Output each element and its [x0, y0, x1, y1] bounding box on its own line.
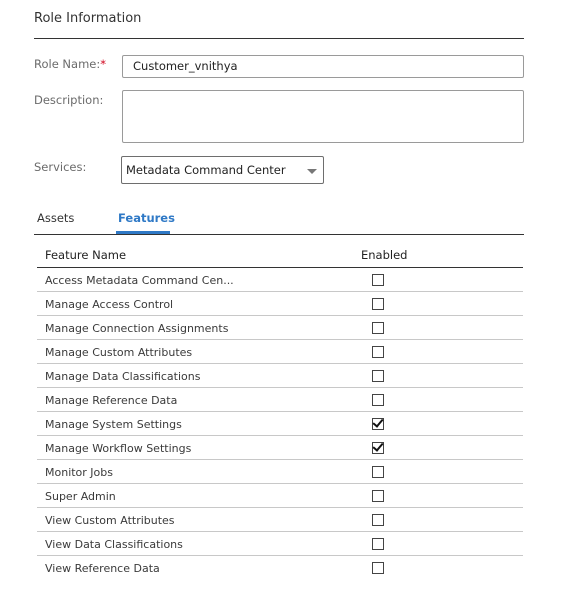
enabled-checkbox[interactable] [372, 394, 384, 406]
table-row [37, 556, 523, 579]
table-row [37, 484, 523, 508]
table-row [37, 268, 523, 292]
tabs-divider [34, 234, 524, 235]
feature-name: Manage Custom Attributes [45, 346, 193, 359]
checkmark-icon [372, 416, 383, 428]
enabled-checkbox[interactable] [372, 298, 384, 310]
role-name-input[interactable]: Customer_vnithya [122, 55, 524, 78]
features-table [37, 243, 523, 579]
chevron-down-icon [307, 169, 317, 174]
section-divider [34, 38, 524, 39]
table-row [37, 316, 523, 340]
description-label: Description: [34, 93, 104, 107]
enabled-checkbox[interactable] [372, 514, 384, 526]
feature-name: Access Metadata Command Cen... [45, 274, 234, 287]
tab-features[interactable]: Features [118, 211, 175, 225]
table-row [37, 460, 523, 484]
table-row [37, 340, 523, 364]
role-name-label [34, 57, 106, 71]
feature-name: Manage Connection Assignments [45, 322, 229, 335]
description-textarea[interactable] [122, 90, 524, 143]
feature-name: Monitor Jobs [45, 466, 113, 479]
table-row [37, 292, 523, 316]
feature-name: Manage System Settings [45, 418, 182, 431]
enabled-checkbox[interactable] [372, 274, 384, 286]
enabled-checkbox[interactable] [372, 538, 384, 550]
table-body [37, 268, 523, 579]
enabled-checkbox[interactable] [372, 418, 384, 430]
enabled-checkbox[interactable] [372, 466, 384, 478]
feature-name: Super Admin [45, 490, 116, 503]
checkmark-icon [372, 440, 383, 452]
enabled-checkbox[interactable] [372, 370, 384, 382]
enabled-checkbox[interactable] [372, 322, 384, 334]
feature-name: Manage Workflow Settings [45, 442, 192, 455]
table-row [37, 532, 523, 556]
column-header-enabled: Enabled [361, 248, 408, 262]
required-marker: * [100, 57, 106, 71]
table-header [37, 243, 523, 268]
services-label: Services: [34, 160, 87, 174]
feature-name: View Data Classifications [45, 538, 183, 551]
table-row [37, 436, 523, 460]
table-row [37, 412, 523, 436]
enabled-checkbox[interactable] [372, 442, 384, 454]
enabled-checkbox[interactable] [372, 490, 384, 502]
enabled-checkbox[interactable] [372, 346, 384, 358]
feature-name: View Custom Attributes [45, 514, 175, 527]
feature-name: Manage Data Classifications [45, 370, 201, 383]
table-row [37, 508, 523, 532]
feature-name: Manage Access Control [45, 298, 174, 311]
services-selected-value: Metadata Command Center [126, 163, 286, 177]
feature-name: View Reference Data [45, 562, 160, 575]
role-name-label-text: Role Name: [34, 57, 101, 71]
section-title: Role Information [34, 11, 142, 26]
table-row [37, 364, 523, 388]
services-select[interactable] [121, 156, 324, 184]
table-row [37, 388, 523, 412]
column-header-feature-name: Feature Name [45, 248, 127, 262]
enabled-checkbox[interactable] [372, 562, 384, 574]
tab-assets[interactable]: Assets [37, 211, 75, 225]
feature-name: Manage Reference Data [45, 394, 178, 407]
